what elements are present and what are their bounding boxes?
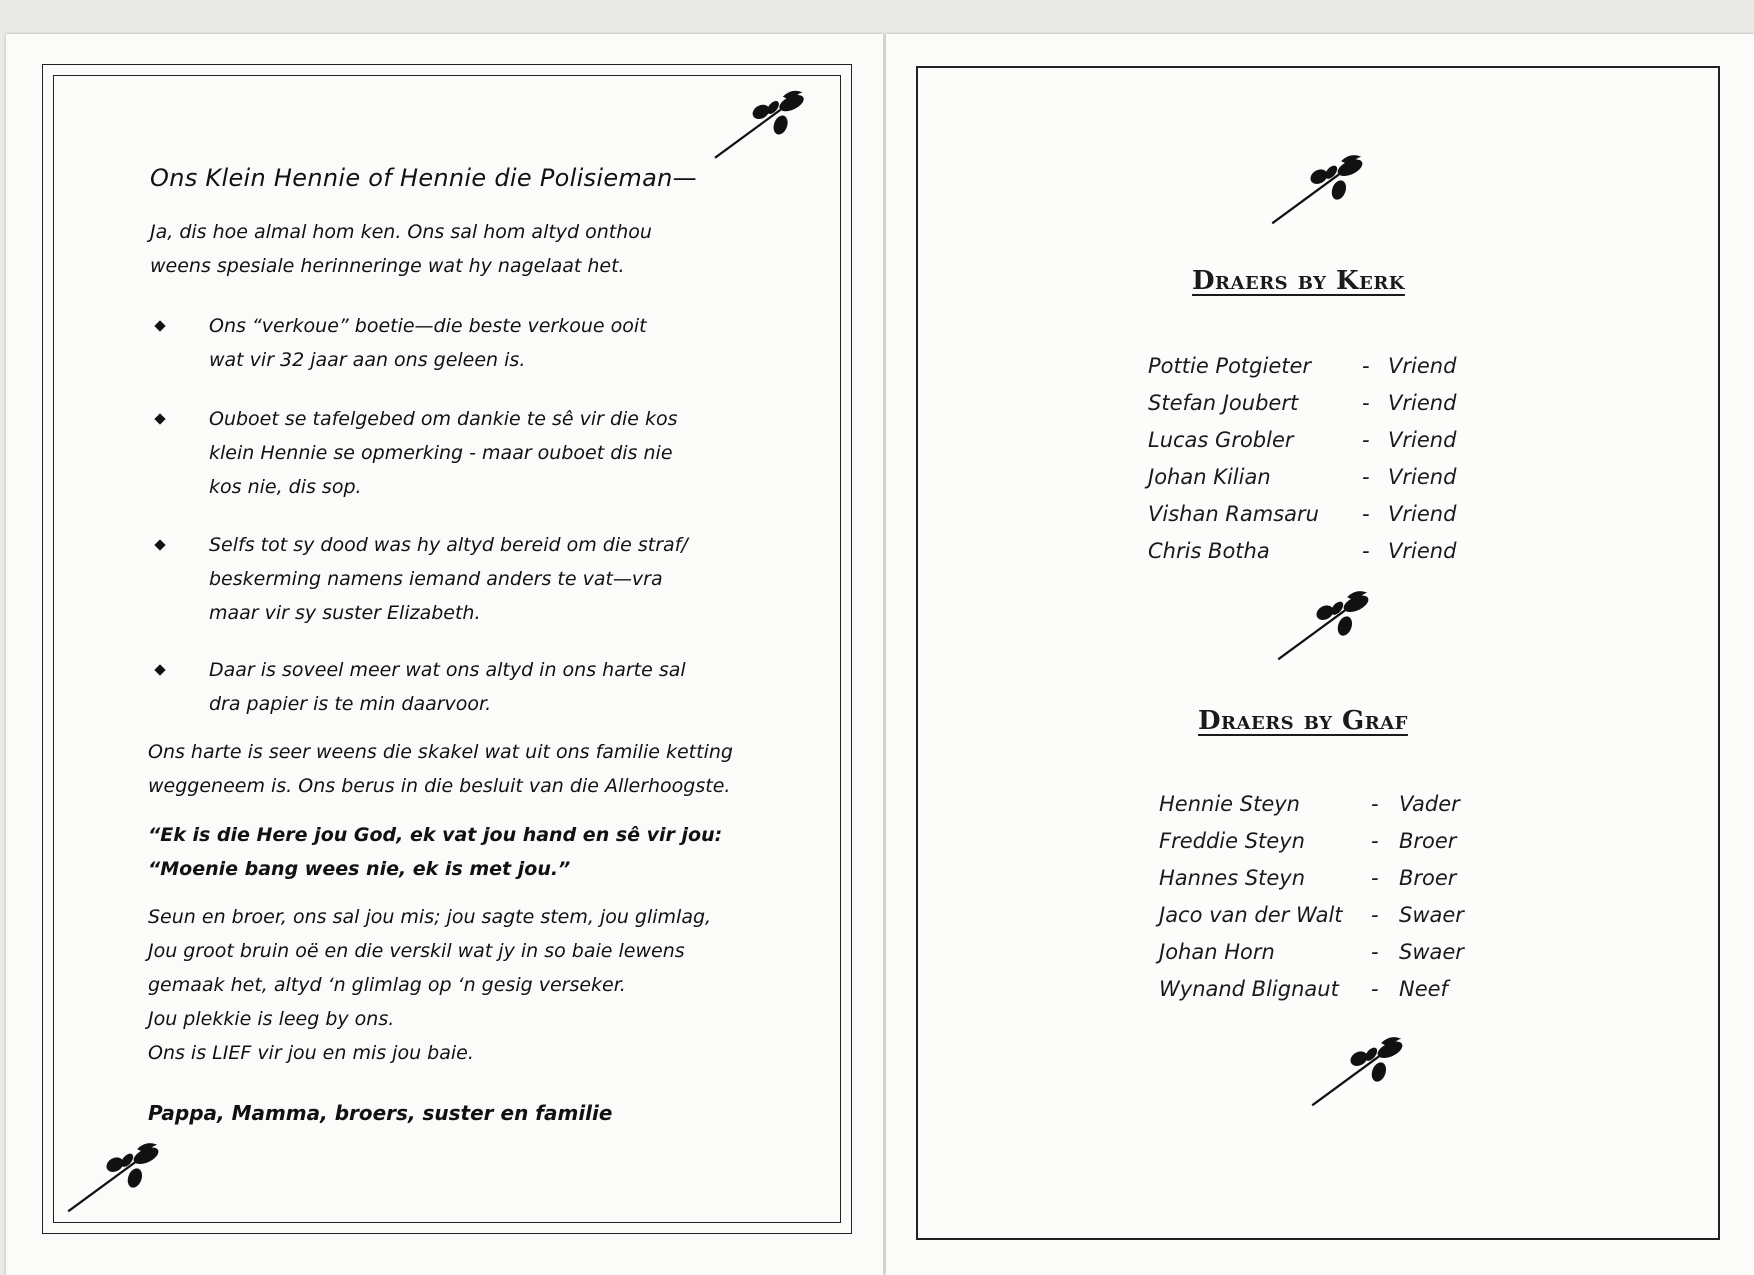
bearer-row bbox=[1159, 940, 1479, 974]
bearer-role: Swaer bbox=[1399, 940, 1464, 964]
bearer-role: Swaer bbox=[1399, 903, 1464, 927]
bearer-row bbox=[1148, 539, 1468, 573]
bearer-dash: - bbox=[1371, 940, 1379, 964]
rose-icon bbox=[1310, 1032, 1410, 1112]
page-title: Ons Klein Hennie of Hennie die Polisieman— bbox=[150, 164, 697, 192]
bearer-dash: - bbox=[1362, 391, 1370, 415]
bearer-dash: - bbox=[1371, 977, 1379, 1001]
bearer-dash: - bbox=[1362, 539, 1370, 563]
intro-line: Ja, dis hoe almal hom ken. Ons sal hom altyd onthou bbox=[150, 221, 652, 243]
signature: Pappa, Mamma, broers, suster en familie bbox=[148, 1101, 613, 1125]
bearer-name: Chris Botha bbox=[1148, 539, 1270, 563]
paragraph-line: Jou groot bruin oë en die verskil wat jy in so baie lewens bbox=[148, 940, 685, 962]
paragraph-line: Ons harte is seer weens die skakel wat uit ons familie ketting bbox=[148, 741, 733, 763]
bearer-row bbox=[1159, 866, 1479, 900]
bullet-line: maar vir sy suster Elizabeth. bbox=[209, 602, 481, 624]
rose-icon bbox=[66, 1142, 166, 1214]
bearer-name: Vishan Ramsaru bbox=[1148, 502, 1319, 526]
bearer-dash: - bbox=[1362, 354, 1370, 378]
left-page bbox=[6, 34, 883, 1275]
bearer-role: Neef bbox=[1399, 977, 1448, 1001]
bearer-role: Vriend bbox=[1388, 354, 1457, 378]
bearer-name: Freddie Steyn bbox=[1159, 829, 1305, 853]
bearer-row bbox=[1159, 977, 1479, 1011]
bearer-name: Johan Horn bbox=[1159, 940, 1275, 964]
bearer-role: Broer bbox=[1399, 866, 1457, 890]
paragraph-line: Jou plekkie is leeg by ons. bbox=[148, 1008, 395, 1030]
bullet-line: Selfs tot sy dood was hy altyd bereid om die straf/ bbox=[209, 534, 688, 556]
quote-line: “Moenie bang wees nie, ek is met jou.” bbox=[148, 858, 571, 880]
bearer-role: Vriend bbox=[1388, 391, 1457, 415]
bullet-line: Ons “verkoue” boetie—die beste verkoue ooit bbox=[209, 315, 647, 337]
bearer-dash: - bbox=[1371, 903, 1379, 927]
bearer-name: Johan Kilian bbox=[1148, 465, 1271, 489]
bearer-row bbox=[1159, 903, 1479, 937]
intro-line: weens spesiale herinneringe wat hy nagelaat het. bbox=[150, 255, 625, 277]
bearer-name: Jaco van der Walt bbox=[1159, 903, 1343, 927]
bearer-name: Lucas Grobler bbox=[1148, 428, 1294, 452]
bearer-row bbox=[1148, 391, 1468, 425]
bearer-name: Pottie Potgieter bbox=[1148, 354, 1312, 378]
bullet-line: beskerming namens iemand anders te vat—vra bbox=[209, 568, 663, 590]
bearer-row bbox=[1159, 829, 1479, 863]
bearer-row bbox=[1159, 792, 1479, 826]
bullet-line: dra papier is te min daarvoor. bbox=[209, 693, 492, 715]
bullet-line: Ouboet se tafelgebed om dankie te sê vir die kos bbox=[209, 408, 678, 430]
bearer-name: Hennie Steyn bbox=[1159, 792, 1300, 816]
paragraph-line: Ons is LIEF vir jou en mis jou baie. bbox=[148, 1042, 474, 1064]
bearer-dash: - bbox=[1371, 829, 1379, 853]
quote-line: “Ek is die Here jou God, ek vat jou hand en sê vir jou: bbox=[148, 824, 723, 846]
bearer-dash: - bbox=[1371, 866, 1379, 890]
bearer-dash: - bbox=[1362, 465, 1370, 489]
bullet-line: klein Hennie se opmerking - maar ouboet dis nie bbox=[209, 442, 673, 464]
rose-icon bbox=[1270, 151, 1370, 229]
bearer-name: Wynand Blignaut bbox=[1159, 977, 1339, 1001]
bearer-role: Vriend bbox=[1388, 465, 1457, 489]
right-page bbox=[886, 34, 1754, 1275]
grave-bearers-title: Draers by Graf bbox=[1198, 706, 1408, 736]
bearer-role: Vader bbox=[1399, 792, 1460, 816]
bearer-dash: - bbox=[1362, 502, 1370, 526]
bearer-role: Vriend bbox=[1388, 502, 1457, 526]
bearer-dash: - bbox=[1362, 428, 1370, 452]
bearer-name: Hannes Steyn bbox=[1159, 866, 1306, 890]
bearer-role: Broer bbox=[1399, 829, 1457, 853]
bearer-row bbox=[1148, 354, 1468, 388]
bearer-row bbox=[1148, 428, 1468, 462]
church-bearers-title: Draers by Kerk bbox=[1192, 266, 1405, 296]
rose-icon bbox=[712, 90, 812, 160]
bearer-dash: - bbox=[1371, 792, 1379, 816]
bullet-line: wat vir 32 jaar aan ons geleen is. bbox=[209, 349, 526, 371]
bearer-row bbox=[1148, 502, 1468, 536]
bearer-role: Vriend bbox=[1388, 539, 1457, 563]
bullet-line: Daar is soveel meer wat ons altyd in ons harte sal bbox=[209, 659, 686, 681]
paragraph-line: weggeneem is. Ons berus in die besluit van die Allerhoogste. bbox=[148, 775, 731, 797]
bearer-row bbox=[1148, 465, 1468, 499]
bullet-line: kos nie, dis sop. bbox=[209, 476, 362, 498]
paragraph-line: gemaak het, altyd ‘n glimlag op ‘n gesig verseker. bbox=[148, 974, 626, 996]
rose-icon bbox=[1276, 586, 1376, 666]
bearer-name: Stefan Joubert bbox=[1148, 391, 1299, 415]
paragraph-line: Seun en broer, ons sal jou mis; jou sagte stem, jou glimlag, bbox=[148, 906, 712, 928]
bearer-role: Vriend bbox=[1388, 428, 1457, 452]
